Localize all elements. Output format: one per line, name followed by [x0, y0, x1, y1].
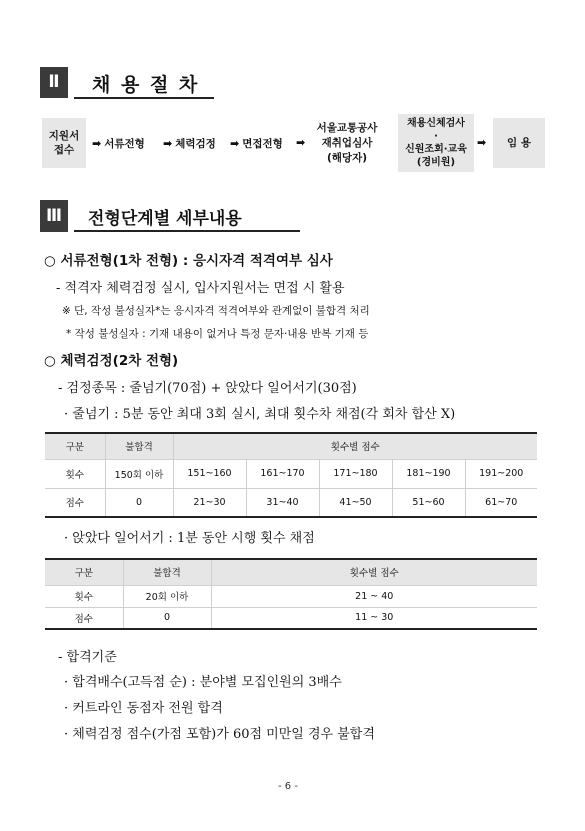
flow-step-fitness: ➡ 체력검정 — [163, 137, 216, 150]
table-row: 점수 0 11 ~ 30 — [45, 607, 537, 629]
arrow-right-icon: ➡ — [230, 137, 240, 150]
stage2-heading: ○ 체력검정(2차 전형) — [44, 353, 179, 369]
stage2-items: - 검정종목 : 줄넘기(70점) + 앉았다 일어서기(30점) — [58, 381, 357, 396]
flow-step-interview: ➡ 면접전형 — [230, 137, 283, 150]
criteria-item: · 커트라인 동점자 전원 합격 — [64, 701, 223, 716]
flow-step-reemployment: 서울교통공사 재취업심사 (해당자) — [316, 122, 378, 164]
criteria-item: · 체력검정 점수(가점 포함)가 60점 미만일 경우 불합격 — [64, 727, 375, 742]
criteria-item: · 합격배수(고득점 순) : 분야별 모집인원의 3배수 — [64, 675, 342, 690]
flow-arrow — [477, 136, 489, 149]
section-underline-2 — [74, 97, 214, 99]
stage1-line: - 적격자 체력검정 실시, 입사지원서는 면접 시 활용 — [56, 281, 345, 296]
flow-arrow — [296, 136, 308, 149]
stage2-rope-desc: · 줄넘기 : 5분 동안 최대 3회 실시, 최대 횟수차 채점(각 회차 합산 X) — [64, 407, 456, 422]
flow-step-appointment: 임 용 — [493, 118, 545, 168]
arrow-right-icon: ➡ — [163, 137, 173, 150]
flow-step-medical: 채용신체검사 · 신원조회·교육 (경비원) — [398, 114, 474, 172]
table-header: 불합격 — [123, 559, 211, 585]
criteria-title: - 합격기준 — [58, 650, 117, 665]
squat-score-table — [45, 558, 537, 630]
table-row: 점수 0 21~30 31~40 41~50 51~60 61~70 — [45, 488, 537, 517]
arrow-right-icon: ➡ — [296, 136, 306, 149]
table-header: 불합격 — [105, 433, 173, 459]
section-number-3: Ⅲ — [40, 200, 68, 232]
table-row: 횟수 20회 이하 21 ~ 40 — [45, 585, 537, 607]
flow-step-document: ➡ 서류전형 — [92, 137, 145, 150]
page-number: - 6 - — [278, 781, 298, 792]
table-header: 횟수별 점수 — [211, 559, 537, 585]
stage1-footnote: * 작성 불성실자 : 기재 내용이 없거나 특정 문자·내용 반복 기재 등 — [66, 328, 369, 340]
stage2-squat-desc: · 앉았다 일어서기 : 1분 동안 시행 횟수 채점 — [64, 531, 315, 546]
section-number-2: Ⅱ — [40, 67, 68, 98]
table-header: 구분 — [45, 433, 105, 459]
stage1-note: ※ 단, 작성 불성실자*는 응시자격 적격여부와 관계없이 불합격 처리 — [62, 305, 370, 317]
rope-score-table — [45, 432, 537, 518]
arrow-right-icon: ➡ — [92, 137, 102, 150]
section-title-2: 채 용 절 차 — [92, 74, 200, 96]
stage1-heading: ○ 서류전형(1차 전형) : 응시자격 적격여부 심사 — [44, 253, 333, 269]
table-row: 횟수 150회 이하 151~160 161~170 171~180 181~190 191~200 — [45, 459, 537, 488]
section-underline-3 — [74, 230, 300, 232]
arrow-right-icon: ➡ — [477, 136, 487, 149]
table-header: 구분 — [45, 559, 123, 585]
table-header: 횟수별 점수 — [173, 433, 537, 459]
flow-step-application: 지원서 접수 — [42, 118, 86, 168]
section-title-3: 전형단계별 세부내용 — [88, 209, 242, 229]
